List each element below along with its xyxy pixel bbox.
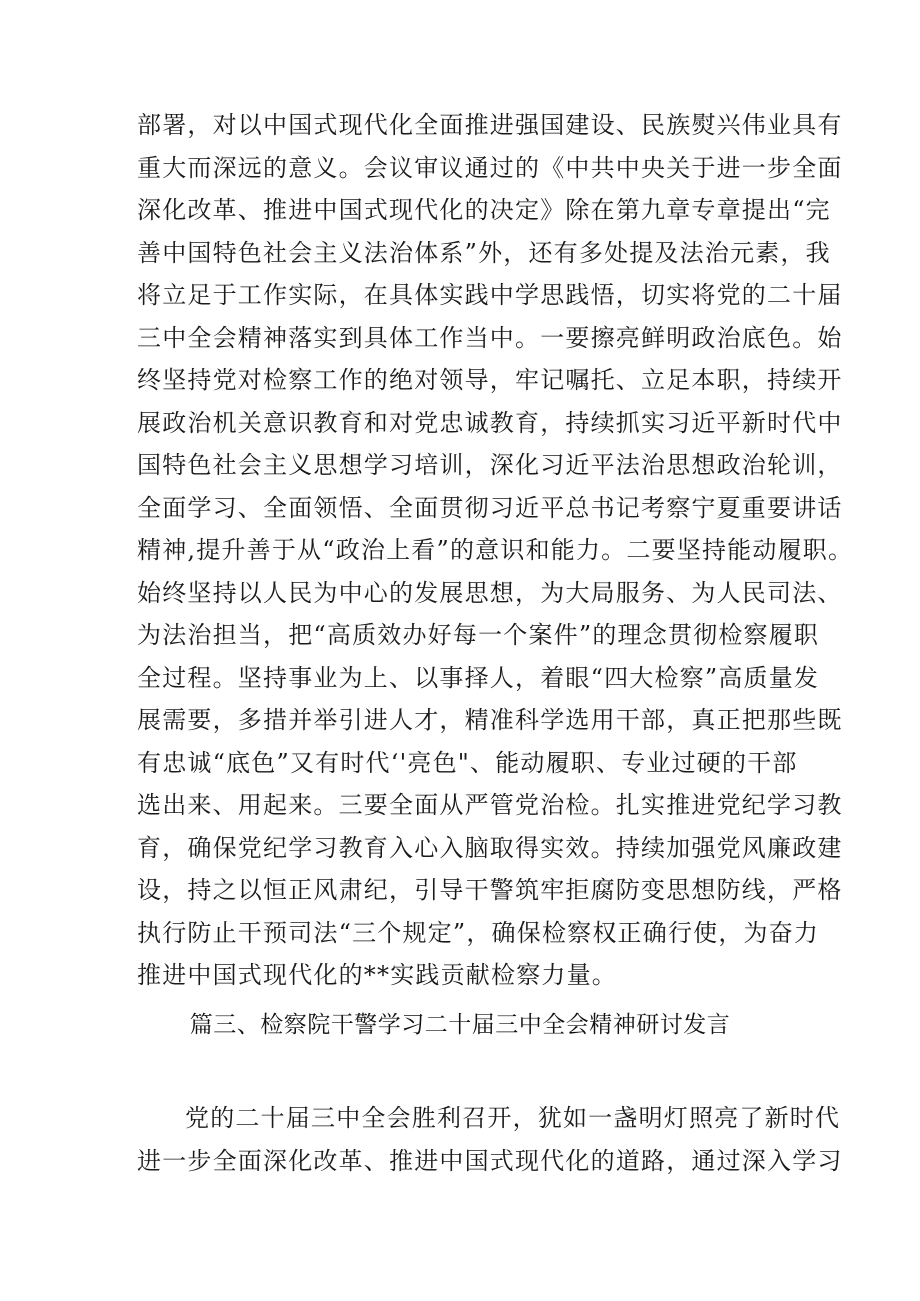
text-line: 推进中国式现代化的**实践贡献检察力量。 bbox=[137, 961, 617, 989]
text-line: 重大而深远的意义。会议审议通过的《中共中央关于进一步全面 bbox=[137, 153, 843, 182]
text-line: 精神,提升善于从“政治上看”的意识和能力。二要坚持能动履职。 bbox=[137, 536, 854, 564]
text-line: 党的二十届三中全会胜利召开，犹如一盏明灯照亮了新时代 bbox=[185, 1104, 841, 1132]
text-line: 有忠诚“底色”又有时代‘'亮色"、能动履职、专业过硬的干部 bbox=[137, 748, 798, 777]
text-line: 部署，对以中国式现代化全面推进强国建设、民族熨兴伟业具有 bbox=[137, 111, 843, 139]
text-line: 设，持之以恒正风肃纪，引导干警筑牢拒腐防变思想防线，严格 bbox=[137, 876, 843, 904]
text-line: 育，确保党纪学习教育入心入脑取得实效。持续加强党风廉政建 bbox=[137, 833, 843, 862]
text-line: 将立足于工作实际，在具体实践中学思践悟，切实将党的二十届 bbox=[137, 281, 843, 309]
paragraph-opening bbox=[137, 1097, 843, 1182]
text-line: 国特色社会主义思想学习培训，深化习近平法治思想政治轮训， bbox=[137, 451, 843, 479]
text-line: 全过程。坚持事业为上、以事择人，着眼“四大检察”高质量发 bbox=[137, 663, 820, 692]
text-line: 进一步全面深化改革、推进中国式现代化的道路，通过深入学习 bbox=[137, 1146, 843, 1175]
text-line: 深化改革、推进中国式现代化的决定》除在第九章专章提出“完 bbox=[137, 196, 831, 224]
text-line: 为法治担当，把“高质效办好每一个案件”的理念贯彻检察履职 bbox=[137, 621, 820, 649]
text-line: 选出来、用起来。三要全面从严管党治检。扎实推进党纪学习教 bbox=[137, 791, 843, 819]
text-line: 始终坚持以人民为中心的发展思想，为大局服务、为人民司法、 bbox=[137, 578, 843, 607]
section-heading: 篇三、检察院干警学习二十届三中全会精神研讨发言 bbox=[189, 1012, 731, 1038]
text-line: 执行防止干预司法“三个规定”，确保检察权正确行使，为奋力 bbox=[137, 918, 820, 947]
text-line: 终坚持党对检察工作的绝对领导，牢记嘱托、立足本职，持续开 bbox=[137, 366, 843, 394]
text-line: 善中国特色社会主义法治体系”外，还有多处提及法治元素，我 bbox=[137, 238, 831, 267]
paragraph-continued bbox=[137, 104, 854, 997]
text-line: 展政治机关意识教育和对党忠诚教育，持续抓实习近平新时代中 bbox=[137, 408, 843, 437]
text-line: 展需要，多措并举引进人才，精准科学选用干部，真正把那些既 bbox=[137, 706, 843, 734]
text-line: 三中全会精神落实到具体工作当中。一要擦亮鲜明政治底色。始 bbox=[137, 323, 843, 352]
text-line: 全面学习、全面领悟、全面贯彻习近平总书记考察宁夏重要讲话 bbox=[137, 493, 843, 522]
